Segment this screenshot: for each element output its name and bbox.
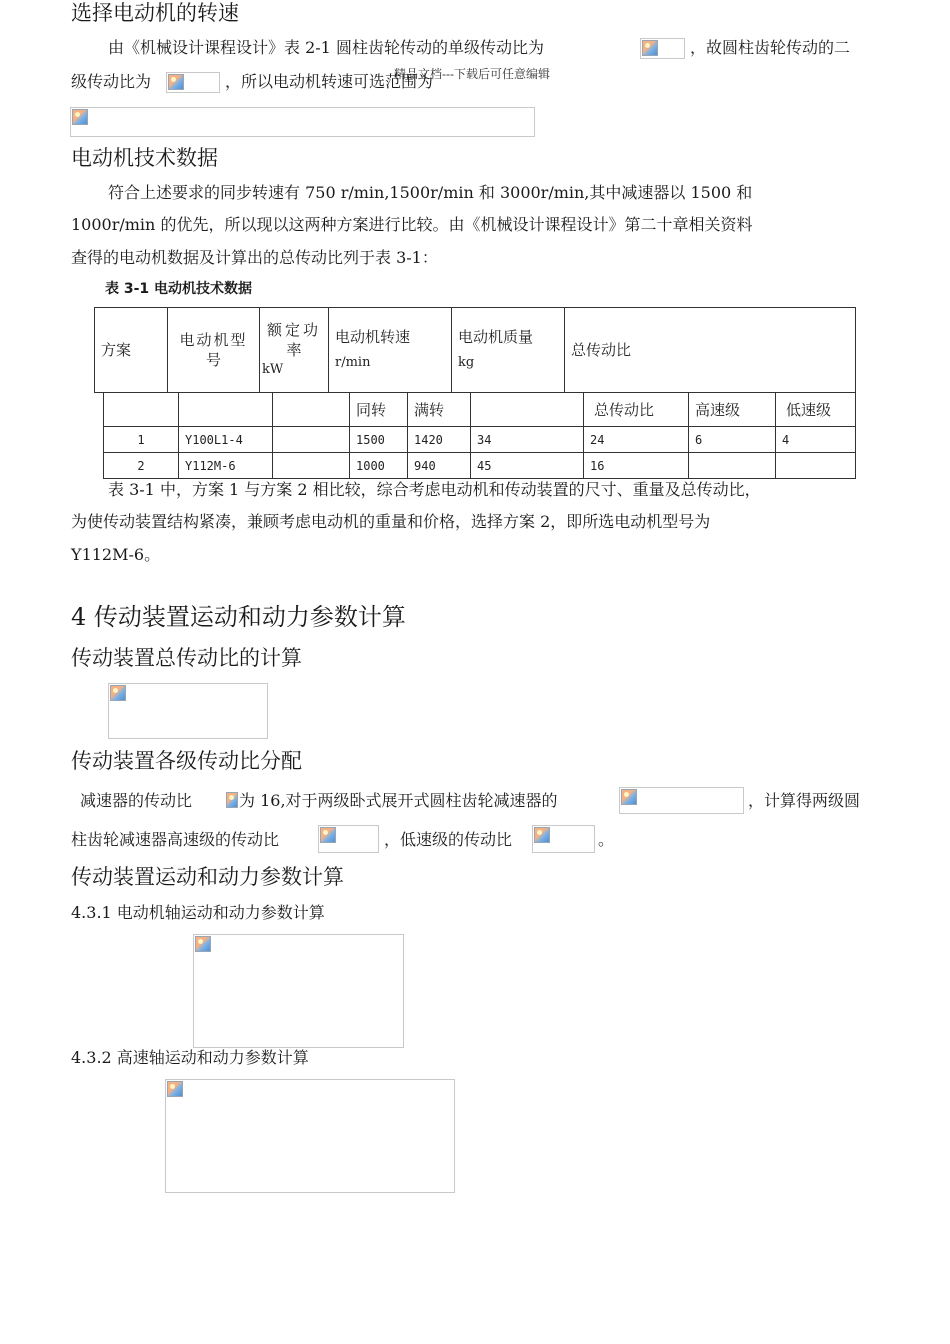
para-speed-line2b: ，所以电动机转速可选范围为: [225, 72, 434, 91]
th-mass-line1: 电动机质量: [458, 328, 534, 346]
para-speed-line1a: 由《机械设计课程设计》表 2-1 圆柱齿轮传动的单级传动比为: [108, 38, 544, 57]
cell-power: [273, 427, 350, 453]
th-speed: [329, 308, 452, 393]
table-row: [104, 453, 856, 479]
para-tech-line3: 查得的电动机数据及计算出的总传动比列于表 3-1：: [71, 248, 438, 267]
sub-low: 低速级: [776, 393, 856, 427]
cell-power: [273, 453, 350, 479]
th-scheme: 方案: [95, 308, 168, 393]
cell-high: 6: [689, 427, 776, 453]
th-power: [260, 308, 329, 393]
motor-table-header: [94, 307, 856, 393]
heading-4-3-1: 4.3.1 电动机轴运动和动力参数计算: [71, 903, 325, 922]
broken-image-icon: [226, 792, 238, 808]
th-power-line3: kW: [262, 362, 284, 377]
sub-empty: [273, 393, 350, 427]
th-model-line1: 电动机型: [179, 331, 248, 349]
th-total-ratio: 总传动比: [565, 308, 856, 393]
para-tech-line2: 1000r/min 的优先，所以现以这两种方案进行比较。由《机械设计课程设计》第二十章相关资料: [71, 215, 753, 234]
formula-image: [225, 791, 239, 811]
broken-image-icon: [320, 827, 336, 843]
formula-image: [108, 683, 268, 739]
broken-image-icon: [621, 789, 637, 805]
formula-image: [318, 825, 379, 853]
sub-empty: [179, 393, 273, 427]
cell-model: Y112M-6: [179, 453, 273, 479]
para-dist-line2a: 柱齿轮减速器高速级的传动比: [71, 830, 280, 849]
th-model-line2: 号: [205, 351, 221, 369]
cell-total: 24: [584, 427, 689, 453]
cell-mass: 34: [471, 427, 584, 453]
heading-motor-speed: 选择电动机的转速: [71, 1, 239, 25]
table-caption: 表 3-1 电动机技术数据: [105, 281, 253, 297]
para-tech-line1: 符合上述要求的同步转速有 750 r/min,1500r/min 和 3000r/min,其中减速器以 1500 和: [108, 183, 753, 202]
th-mass: [452, 308, 565, 393]
cell-sync: 1000: [350, 453, 408, 479]
para-dist-line1a: 减速器的传动比: [80, 791, 193, 810]
para-speed-line1b: ，故圆柱齿轮传动的二: [690, 38, 851, 57]
sub-high: 高速级: [689, 393, 776, 427]
cell-high: [689, 453, 776, 479]
th-mass-line2: kg: [458, 355, 475, 370]
broken-image-icon: [168, 74, 184, 90]
heading-4-3-2: 4.3.2 高速轴运动和动力参数计算: [71, 1048, 309, 1067]
sub-empty: [471, 393, 584, 427]
th-speed-line2: r/min: [335, 355, 371, 370]
cell-full: 1420: [408, 427, 471, 453]
para-speed-line2a: 级传动比为: [71, 72, 152, 91]
heading-ratio-distribution: 传动装置各级传动比分配: [71, 749, 302, 773]
broken-image-icon: [642, 40, 658, 56]
cell-mass: 45: [471, 453, 584, 479]
cell-low: [776, 453, 856, 479]
th-model: [168, 308, 260, 393]
motor-table-body: [103, 392, 856, 479]
cell-model: Y100L1-4: [179, 427, 273, 453]
para-compare-line2: 为使传动装置结构紧凑，兼顾考虑电动机的重量和价格，选择方案 2，即所选电动机型号为: [71, 512, 711, 531]
cell-sync: 1500: [350, 427, 408, 453]
cell-total: 16: [584, 453, 689, 479]
cell-full: 940: [408, 453, 471, 479]
para-dist-line1b: 为 16,对于两级卧式展开式圆柱齿轮减速器的: [239, 791, 558, 810]
chapter-title: 4 传动装置运动和动力参数计算: [71, 603, 406, 631]
watermark: 精品文档---下载后可任意编辑: [394, 67, 550, 81]
broken-image-icon: [110, 685, 126, 701]
broken-image-icon: [167, 1081, 183, 1097]
sub-empty: [104, 393, 179, 427]
formula-image: [193, 934, 404, 1048]
broken-image-icon: [72, 109, 88, 125]
heading-motor-tech-data: 电动机技术数据: [71, 146, 218, 170]
cell-scheme: 2: [104, 453, 179, 479]
sub-sync: 同转: [350, 393, 408, 427]
para-dist-line1c: ，计算得两级圆: [748, 791, 861, 810]
para-compare-line1: 表 3-1 中，方案 1 与方案 2 相比较，综合考虑电动机和传动装置的尺寸、重量及总传动比，: [108, 480, 761, 499]
cell-scheme: 1: [104, 427, 179, 453]
formula-image: [166, 72, 220, 93]
table-row: [104, 427, 856, 453]
cell-low: 4: [776, 427, 856, 453]
broken-image-icon: [195, 936, 211, 952]
th-speed-line1: 电动机转速: [335, 328, 411, 346]
formula-image: [70, 107, 535, 137]
broken-image-icon: [534, 827, 550, 843]
para-dist-line2c: 。: [598, 830, 615, 849]
formula-image: [619, 787, 744, 814]
formula-image: [640, 38, 685, 59]
sub-full: 满转: [408, 393, 471, 427]
formula-image: [165, 1079, 455, 1193]
sub-total: 总传动比: [584, 393, 689, 427]
para-dist-line2b: ，低速级的传动比: [384, 830, 513, 849]
formula-image: [532, 825, 595, 853]
th-power-line2: 率: [286, 341, 302, 359]
para-compare-line3: Y112M-6。: [71, 545, 161, 564]
heading-motion-params: 传动装置运动和动力参数计算: [71, 865, 344, 889]
heading-total-ratio: 传动装置总传动比的计算: [71, 646, 302, 670]
th-power-line1: 额定功: [266, 321, 321, 339]
